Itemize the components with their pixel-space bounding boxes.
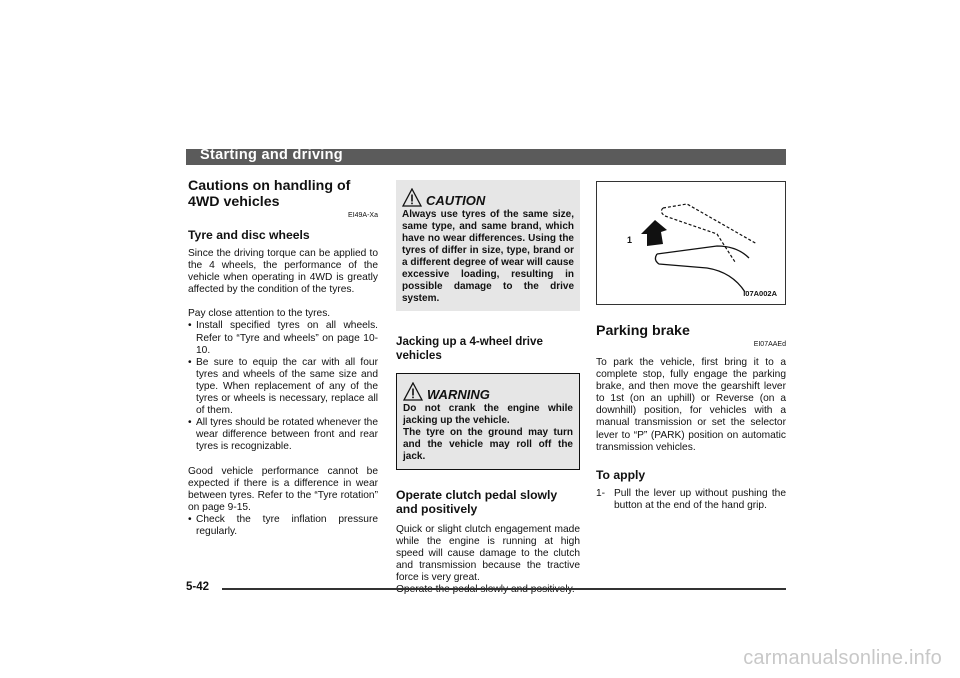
warning-icon bbox=[403, 382, 423, 402]
paragraph bbox=[396, 584, 580, 596]
parking-brake-heading: Parking brake bbox=[596, 323, 690, 339]
figure-caption: I07A002A bbox=[743, 288, 777, 298]
hand-brake-illustration bbox=[597, 182, 785, 302]
warning-box bbox=[396, 373, 580, 470]
reference-code: EI49A-Xa bbox=[348, 212, 378, 219]
list-item: • All tyres should be rotated whenever the wear difference between front and rear tyres is recognizable. bbox=[188, 417, 378, 453]
page-number: 5-42 bbox=[186, 581, 210, 593]
caution-label: CAUTION bbox=[426, 193, 486, 208]
tyre-wheels-heading: Tyre and disc wheels bbox=[188, 228, 310, 242]
caution-icon bbox=[402, 188, 422, 208]
step-number: 1- bbox=[596, 487, 606, 499]
to-apply-heading: To apply bbox=[596, 467, 646, 482]
paragraph: Since the driving torque can be applied to the 4 wheels, the performance of the vehicle when operating in 4WD is greatly affected by the condition of the tyres. bbox=[188, 248, 378, 296]
warning-text: The tyre on the ground may turn and the vehicle may roll off the jack. bbox=[403, 427, 573, 462]
paragraph: Pay close attention to the tyres. bbox=[188, 308, 331, 320]
section-title: Starting and driving bbox=[200, 147, 343, 163]
header-bar bbox=[186, 149, 786, 165]
paragraph: Quick or slight clutch engagement made while the engine is running at high speed will cause damage to the clutch and transmission because the tractive force is very great. bbox=[396, 524, 580, 584]
clutch-heading: Operate clutch pedal slowly and positively bbox=[396, 488, 558, 516]
list-item: • Check the tyre inflation pressure regularly. bbox=[188, 514, 378, 538]
caution-box bbox=[396, 180, 580, 311]
list-item: • Install specified tyres on all wheels. Refer to “Tyre and wheels” on page 10-10. bbox=[188, 320, 378, 356]
caution-title bbox=[402, 186, 574, 208]
step-item bbox=[596, 488, 786, 512]
list-item: • Be sure to equip the car with all four tyres and wheels of the same size and type. When replacement of any of the tyres or wheels is necessary, replace all of them. bbox=[188, 357, 378, 417]
inflation-bullet-list bbox=[188, 514, 378, 538]
jacking-heading: Jacking up a 4-wheel drive vehicles bbox=[396, 335, 543, 362]
column-middle bbox=[396, 180, 580, 597]
step-text: Pull the lever up without pushing the button at the end of the hand grip. bbox=[614, 487, 786, 511]
column-left bbox=[188, 178, 378, 538]
reference-code: EI07AAEd bbox=[753, 341, 786, 348]
paragraph: To park the vehicle, first bring it to a complete stop, fully engage the parking brake, and then move the gearshift lever to 1st (on an uphill) or Reverse (on a downhill) position, for vehicles with a manual transmission or set the selector lever to “P” (PARK) position on automatic transmission vehicles. bbox=[596, 357, 786, 453]
figure-callout: 1 bbox=[627, 235, 633, 245]
footer-rule bbox=[222, 588, 786, 590]
watermark: carmanualsonline.info bbox=[743, 647, 942, 669]
warning-label: WARNING bbox=[427, 387, 490, 402]
column-right bbox=[596, 181, 786, 512]
cautions-4wd-heading: Cautions on handling of 4WD vehicles bbox=[188, 178, 351, 210]
warning-title bbox=[403, 380, 573, 402]
pull-direction-arrow bbox=[641, 220, 667, 246]
tyre-bullet-list bbox=[188, 320, 378, 453]
parking-brake-figure bbox=[596, 181, 786, 305]
warning-text: Do not crank the engine while jacking up the vehicle. bbox=[403, 403, 573, 426]
paragraph: Good vehicle performance cannot be expected if there is a difference in wear between tyres. Refer to the “Tyre rotation” on page 9-15. bbox=[188, 465, 378, 513]
caution-text: Always use tyres of the same size, same type, and same brand, which have no wear differences. Using the tyres of differ in size, type, brand or a different degree of wear will cause excessive loading, resulting in possible damage to the drive system. bbox=[402, 209, 574, 304]
